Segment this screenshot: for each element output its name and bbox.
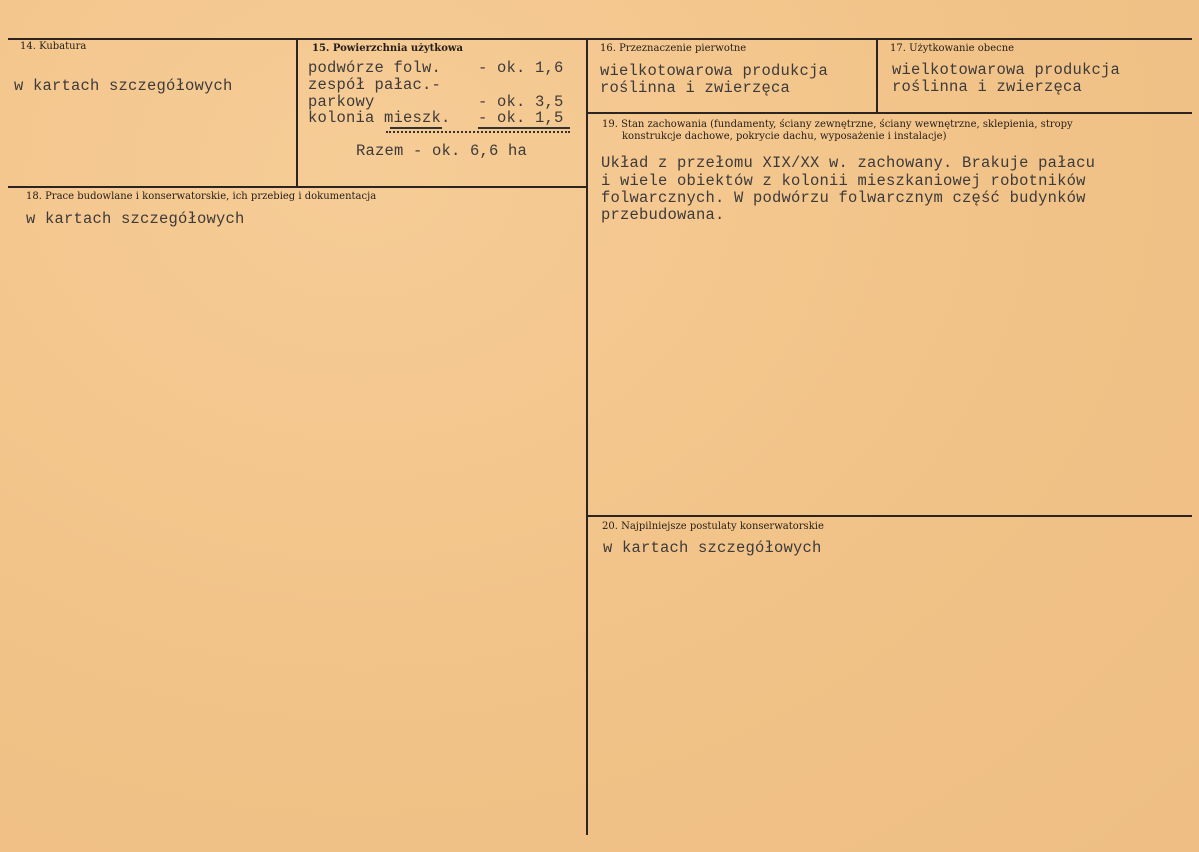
section-19-line-2: i wiele obiektów z kolonii mieszkaniowej robotników <box>601 172 1086 190</box>
section-15-underline-value <box>478 127 570 129</box>
section-15-row-4-value: - ok. 1,5 <box>478 109 564 127</box>
section-19-line-4: przebudowana. <box>601 206 725 224</box>
top-border <box>8 38 1192 40</box>
section-17-line-1: wielkotowarowa produkcja <box>892 61 1121 79</box>
section-18-value: w kartach szczegółowych <box>26 210 245 228</box>
section-20-label: 20. Najpilniejsze postulaty konserwatorskie <box>602 521 824 532</box>
section-14-value: w kartach szczegółowych <box>14 77 233 95</box>
section-15-row-4-name: kolonia mieszk. <box>308 109 451 127</box>
divider-right-upper <box>587 112 1192 114</box>
section-16-line-1: wielkotowarowa produkcja <box>600 62 829 80</box>
section-15-underline-mieszk <box>390 127 442 129</box>
section-19-line-3: folwarcznych. W podwórzu folwarcznym część budynków <box>601 189 1086 207</box>
section-15-row-3-value: - ok. 3,5 <box>478 93 564 111</box>
section-19-line-1: Układ z przełomu XIX/XX w. zachowany. Brakuje pałacu <box>601 154 1096 172</box>
section-15-total: Razem - ok. 6,6 ha <box>356 142 528 160</box>
section-19-label-line-2: konstrukcje dachowe, pokrycie dachu, wyposażenie i instalacje) <box>622 131 947 142</box>
section-16-label: 16. Przeznaczenie pierwotne <box>600 43 747 54</box>
divider-col-16-17 <box>876 39 878 112</box>
section-15-row-1-name: podwórze folw. <box>308 59 442 77</box>
divider-col-14-15 <box>296 39 298 186</box>
section-17-line-2: roślinna i zwierzęca <box>892 78 1083 96</box>
section-14-label: 14. Kubatura <box>20 41 87 52</box>
divider-center <box>586 39 588 835</box>
divider-top-left <box>8 186 586 188</box>
divider-right-lower <box>587 515 1192 517</box>
section-15-sum-line <box>386 131 570 133</box>
section-18-label: 18. Prace budowlane i konserwatorskie, ich przebieg i dokumentacja <box>26 191 377 202</box>
section-15-row-3-name: parkowy <box>308 93 375 111</box>
section-19-label-line-1: 19. Stan zachowania (fundamenty, ściany zewnętrzne, ściany wewnętrzne, sklepienia, stropy <box>602 119 1073 130</box>
section-15-row-2-name: zespół pałac.- <box>308 76 442 94</box>
section-15-label: 15. Powierzchnia użytkowa <box>312 43 463 54</box>
section-16-line-2: roślinna i zwierzęca <box>600 79 791 97</box>
section-20-value: w kartach szczegółowych <box>603 539 822 557</box>
section-17-label: 17. Użytkowanie obecne <box>890 43 1015 54</box>
section-15-row-1-value: - ok. 1,6 <box>478 59 564 77</box>
